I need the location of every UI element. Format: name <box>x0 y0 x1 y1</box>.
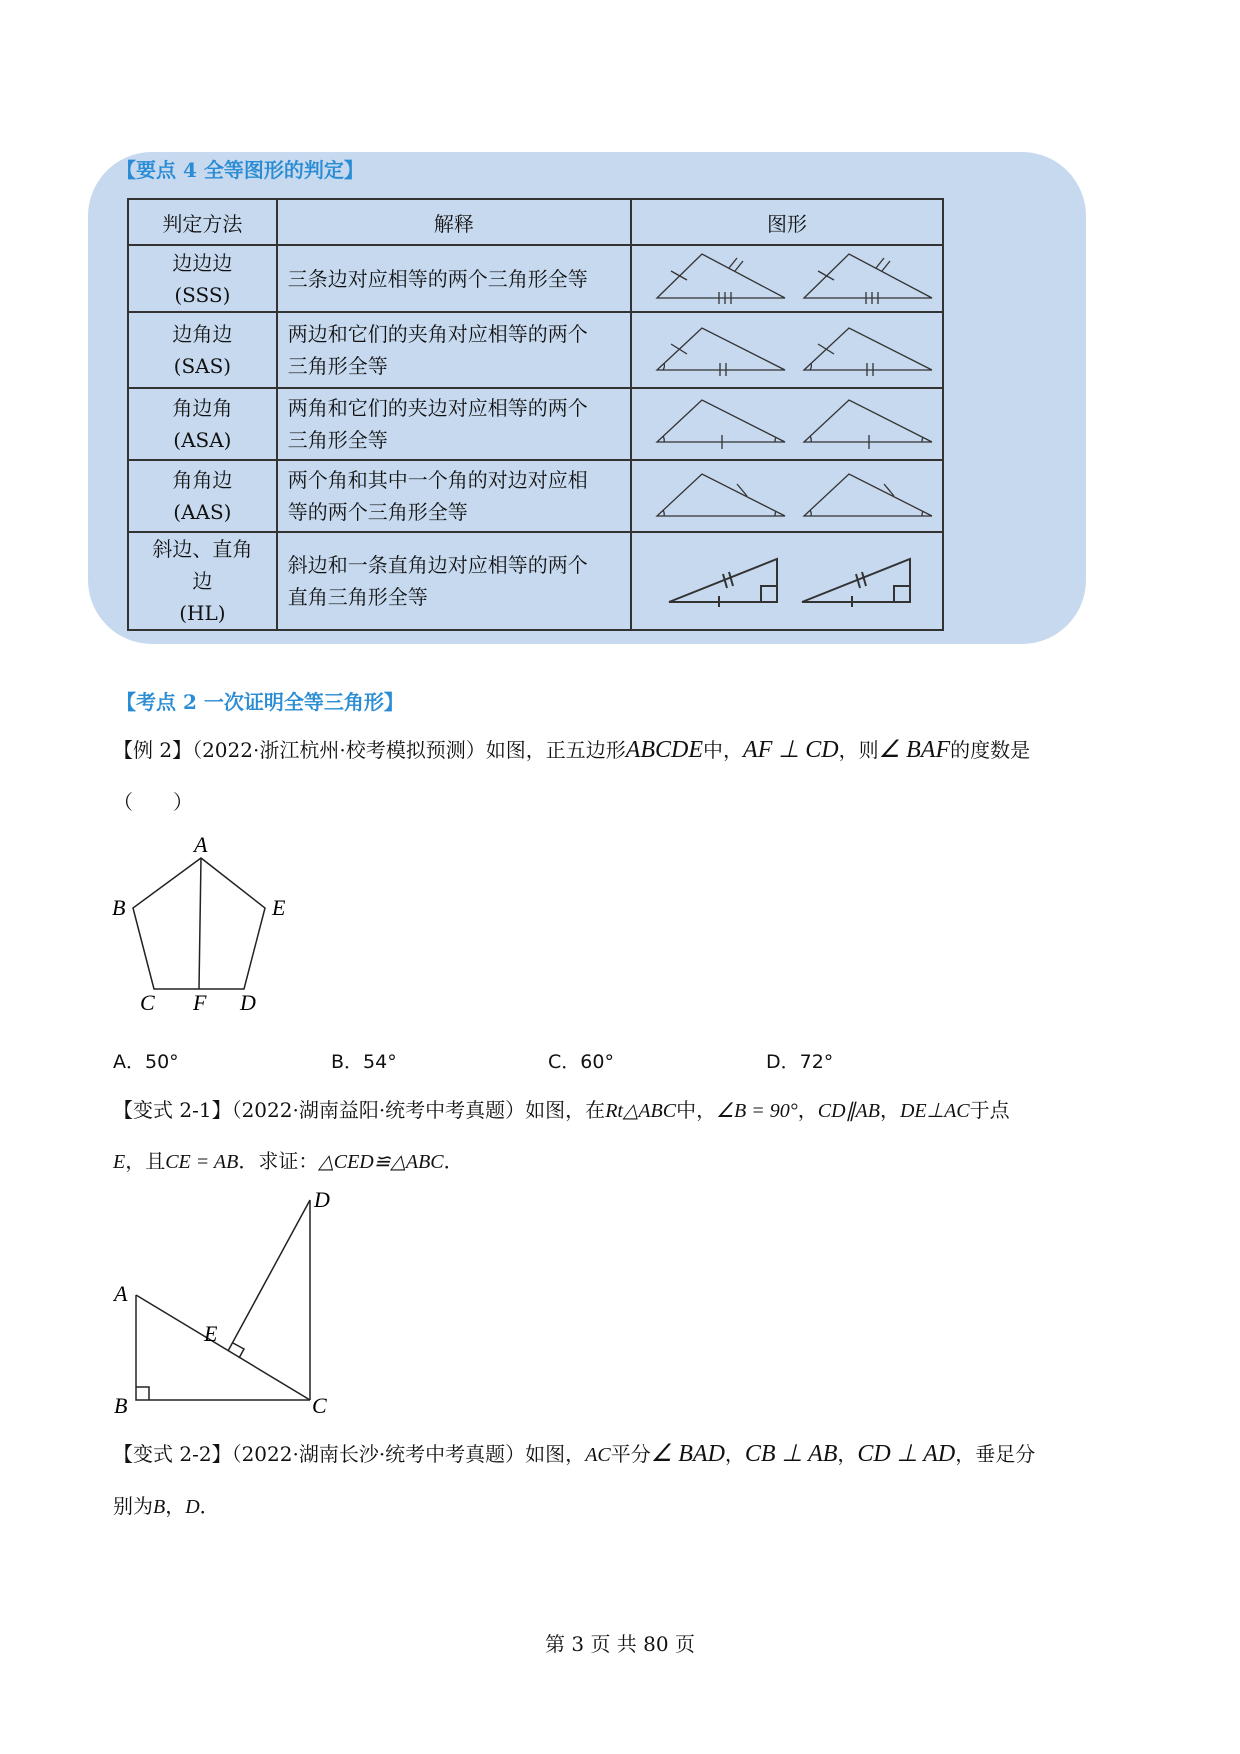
label-E: E <box>272 895 286 920</box>
label-C: C <box>140 990 155 1010</box>
option-d[interactable]: D．72° <box>766 1051 834 1073</box>
sas-triangles-figure <box>637 318 937 378</box>
asa-triangles-figure <box>637 392 937 452</box>
option-c[interactable]: C．60° <box>548 1051 614 1073</box>
table-row <box>128 460 943 532</box>
label-A: A <box>194 832 208 857</box>
label-F: F <box>193 990 207 1010</box>
sss-figure <box>631 245 943 312</box>
kaodian-heading: 【考点 2 一次证明全等三角形】 <box>116 690 404 714</box>
aas-triangles-figure <box>637 464 937 524</box>
label-D: D <box>314 1187 330 1212</box>
header-explanation: 解释 <box>277 199 631 245</box>
variant21-question-line2: E，且CE = AB．求证：△CED≌△ABC． <box>113 1149 464 1173</box>
pentagon-figure <box>100 830 300 1010</box>
sss-triangles-figure <box>637 246 937 306</box>
sas-figure <box>631 312 943 388</box>
variant21-question: 【变式 2-1】（2022·湖南益阳·统考中考真题）如图，在Rt△ABC中，∠B = 90°，CD∥AB，DE⊥AC于点 <box>113 1098 1010 1122</box>
explanation-cell: 三条边对应相等的两个三角形全等 <box>277 245 631 312</box>
header-figure: 图形 <box>631 199 943 245</box>
hl-figure <box>631 532 943 630</box>
right-triangle-figure <box>100 1185 340 1425</box>
variant22-question-line2: 别为B，D． <box>113 1494 220 1518</box>
option-a[interactable]: A．50° <box>113 1051 179 1073</box>
explanation-cell: 两个角和其中一个角的对边对应相 等的两个三角形全等 <box>277 460 631 532</box>
table-row <box>128 245 943 312</box>
congruence-criteria-table <box>127 198 944 631</box>
explanation-cell: 两角和它们的夹边对应相等的两个 三角形全等 <box>277 388 631 460</box>
explanation-cell: 斜边和一条直角边对应相等的两个 直角三角形全等 <box>277 532 631 630</box>
table-row <box>128 312 943 388</box>
method-cell: 斜边、直角 边 (HL) <box>128 532 277 630</box>
label-B: B <box>112 895 126 920</box>
label-B: B <box>114 1393 128 1418</box>
label-A: A <box>114 1281 128 1306</box>
page-footer: 第 3 页 共 80 页 <box>545 1632 695 1656</box>
example2-answer-paren: （ ） <box>113 790 193 814</box>
table-row <box>128 388 943 460</box>
option-b[interactable]: B．54° <box>331 1051 397 1073</box>
header-method: 判定方法 <box>128 199 277 245</box>
asa-figure <box>631 388 943 460</box>
method-cell: 角角边 (AAS) <box>128 460 277 532</box>
table-header-row <box>128 199 943 245</box>
label-C: C <box>312 1393 327 1418</box>
explanation-cell: 两边和它们的夹角对应相等的两个 三角形全等 <box>277 312 631 388</box>
example2-question: 【例 2】（2022·浙江杭州·校考模拟预测）如图，正五边形ABCDE中，AF ⊥ CD，则∠ BAF的度数是 <box>113 737 1031 763</box>
method-cell: 边角边 (SAS) <box>128 312 277 388</box>
variant22-question: 【变式 2-2】（2022·湖南长沙·统考中考真题）如图，AC平分∠ BAD，CB ⊥ AB，CD ⊥ AD，垂足分 <box>113 1441 1036 1467</box>
hl-triangles-figure <box>637 544 937 614</box>
label-D: D <box>240 990 256 1010</box>
table-row <box>128 532 943 630</box>
method-cell: 角边角 (ASA) <box>128 388 277 460</box>
method-cell: 边边边 (SSS) <box>128 245 277 312</box>
label-E: E <box>204 1321 218 1346</box>
section-heading: 【要点 4 全等图形的判定】 <box>116 158 364 182</box>
aas-figure <box>631 460 943 532</box>
